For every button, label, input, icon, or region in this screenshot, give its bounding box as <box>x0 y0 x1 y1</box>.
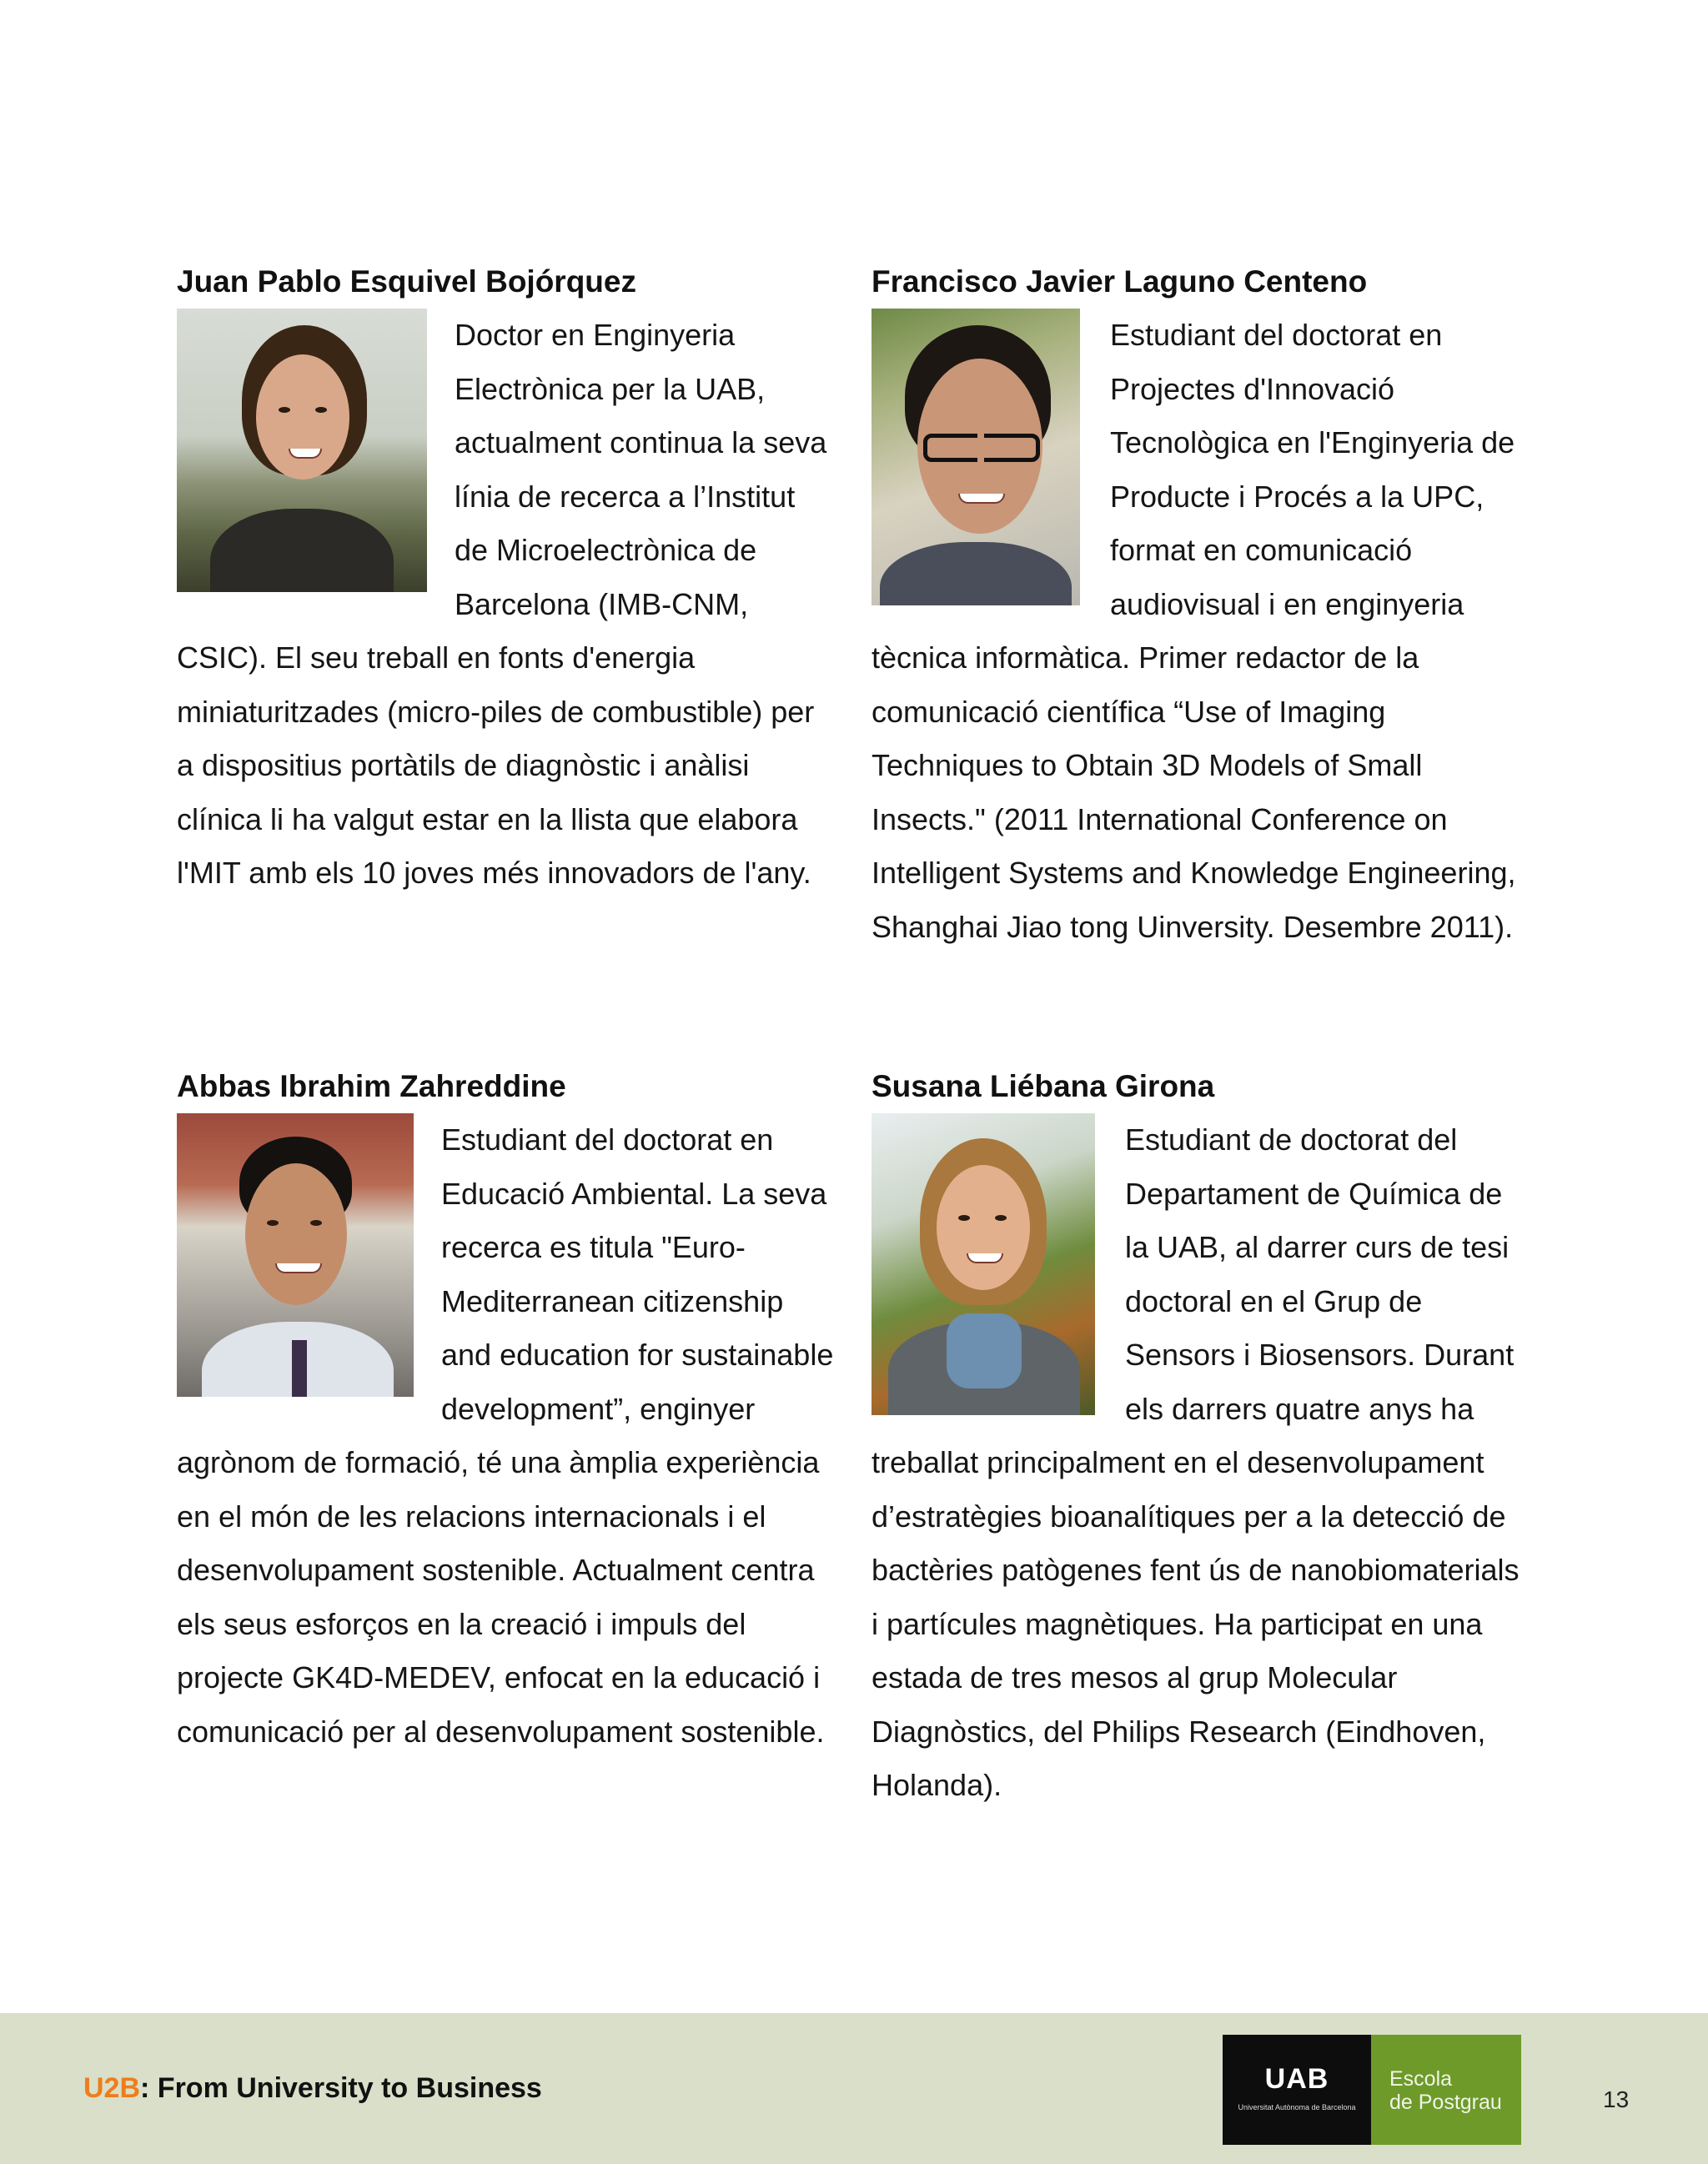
portrait-photo <box>177 1113 414 1397</box>
escola-logo-line1: Escola <box>1389 2067 1453 2091</box>
profile-bio: Doctor en Enginyeria Electrònica per la UAB, actualment continua la seva línia de recerca a l’Institut de Microelectrònica de Barcelona (IMB-CNM, CSIC). El seu treball en fonts d'energia miniaturitzades (micro-piles de combustible) per a dispositius portàtils de diagnòstic i anàlisi clínica li ha valgut estar en la llista que elabora l'MIT amb els 10 joves més innovadors de l'any. <box>177 318 827 890</box>
footer-title-rest: : From University to Business <box>140 2072 542 2104</box>
portrait-photo <box>872 309 1080 605</box>
uab-logo-mark: UAB <box>1264 2063 1329 2095</box>
escola-logo-line2: de Postgrau <box>1389 2091 1502 2114</box>
page-number: 13 <box>1603 2086 1630 2112</box>
portrait-photo <box>872 1113 1095 1415</box>
profile-name: Abbas Ibrahim Zahreddine <box>177 1069 566 1103</box>
profile-bio: Estudiant del doctorat en Educació Ambiental. La seva recerca es titula "Euro-Mediterranean citizenship and education for sustainable development”, enginyer agrònom de formació, té una àmplia experiència en el món de les relacions internacionals i el desenvolupament sostenible. Actualment centra els seus esforços en la creació i impuls del projecte GK4D-MEDEV, enfocat en la educació i comunicació per al desenvolupament sostenible. <box>177 1122 834 1749</box>
profile-bio: Estudiant del doctorat en Projectes d'Innovació Tecnològica en l'Enginyeria de Producte i Procés a la UPC, format en comunicació audiovisual i en enginyeria tècnica informàtica. Primer redactor de la comunicació científica “Use of Imaging Techniques to Obtain 3D Models of Small Insects." (2011 International Conference on Intelligent Systems and Knowledge Engineering, Shanghai Jiao tong Uinversity. Desembre 2011). <box>872 318 1516 944</box>
portrait-photo <box>177 309 427 592</box>
uab-logo <box>1223 2035 1371 2145</box>
footer-title-accent: U2B <box>83 2072 141 2104</box>
uab-logo-subtitle: Universitat Autònoma de Barcelona <box>1238 2103 1356 2111</box>
profile-name: Francisco Javier Laguno Centeno <box>872 264 1368 299</box>
profile-name: Susana Liébana Girona <box>872 1069 1215 1103</box>
profile-card <box>177 255 836 901</box>
escola-logo <box>1371 2035 1521 2145</box>
profile-bio: Estudiant de doctorat del Departament de Química de la UAB, al darrer curs de tesi doctoral en el Grup de Sensors i Biosensors. Durant els darrers quatre anys ha treballat principalment en el desenvolupament d’estratègies bioanalítiques per a la detecció de bactèries patògenes fent ús de nanobiomaterials i partícules magnètiques. Ha participat en una estada de tres mesos al grup Molecular Diagnòstics, del Philips Research (Eindhoven, Holanda). <box>872 1122 1520 1802</box>
footer-title <box>83 2072 542 2105</box>
uab-escola-logo <box>1223 2035 1521 2145</box>
profile-name: Juan Pablo Esquivel Bojórquez <box>177 264 636 299</box>
profile-card <box>177 1060 836 1759</box>
profile-card <box>872 1060 1530 1813</box>
profile-card <box>872 255 1530 954</box>
